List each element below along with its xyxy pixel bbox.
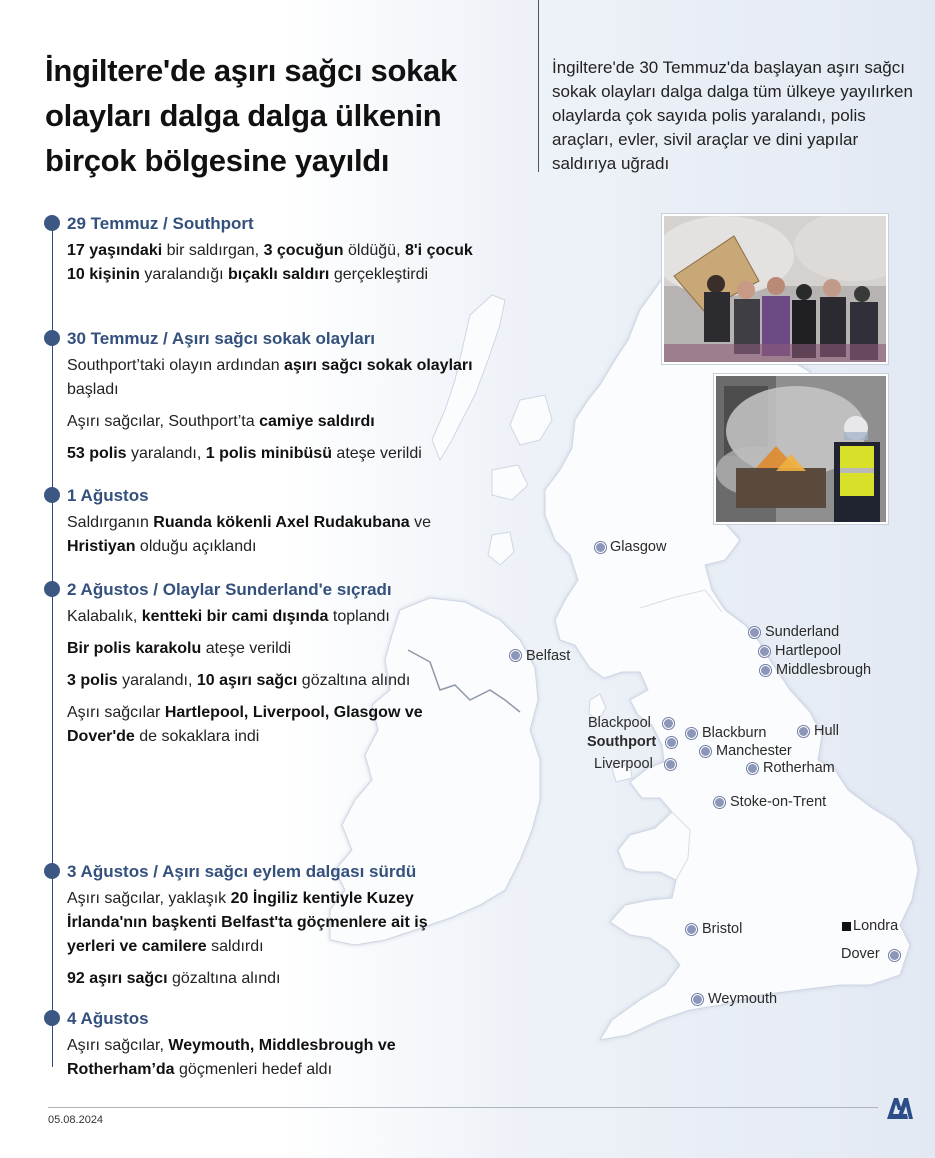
timeline-heading: 3 Ağustos / Aşırı sağcı eylem dalgası sürdü: [67, 862, 417, 881]
body-text: yaralandığı: [139, 266, 228, 283]
city-marker-icon: [692, 994, 703, 1005]
city-label-belfast: Belfast: [526, 648, 571, 664]
body-text: toplandı: [328, 608, 390, 625]
city-marker-icon: [749, 627, 760, 638]
skye-landmass: [510, 395, 552, 445]
emphasis-text: 53 polis: [67, 445, 127, 462]
city-label-middlesbrough: Middlesbrough: [776, 662, 872, 678]
city-label-glasgow: Glasgow: [610, 539, 667, 555]
emphasis-text: 3 çocuğun: [263, 242, 344, 259]
body-text: saldırdı: [206, 938, 264, 955]
city-marker-icon: [666, 737, 677, 748]
body-text: ve: [409, 514, 431, 531]
city-marker-icon: [595, 542, 606, 553]
emphasis-text: Weymouth, Middlesbrough ve Rotherham’da: [67, 1037, 396, 1078]
emphasis-text: 10 aşırı sağcı: [196, 672, 298, 689]
city-label-londra: Londra: [853, 918, 899, 934]
timeline-entry: [44, 578, 474, 749]
body-text: Aşırı sağcılar, yaklaşık: [67, 890, 231, 907]
emphasis-text: 1 polis minibüsü: [205, 445, 332, 462]
emphasis-text: 20 İngiliz kentiyle Kuzey İrlanda'nın başkenti Belfast'ta göçmenlere ait iş yerleri ve camilere: [67, 890, 428, 955]
timeline-entry: [44, 860, 474, 991]
city-label-bristol: Bristol: [702, 921, 743, 937]
emphasis-text: 92 aşırı sağcı: [67, 970, 168, 987]
body-text: olduğu açıklandı: [135, 538, 257, 555]
timeline-heading: 4 Ağustos: [67, 1009, 149, 1028]
city-marker-icon: [663, 718, 674, 729]
intro-text: İngiltere'de 30 Temmuz'da başlayan aşırı sağcı sokak olayları dalga dalga tüm ülkeye yayılırken olaylarda çok sayıda polis yaralandı, polis araçları, evler, sivil araçlar ve dini yapılar saldırıya uğradı: [552, 58, 913, 173]
body-text: öldüğü,: [343, 242, 405, 259]
emphasis-text: 3 polis: [67, 672, 118, 689]
city-label-stoke: Stoke-on-Trent: [730, 794, 827, 810]
timeline-dot-icon: [44, 863, 60, 879]
body-text: bir saldırgan,: [162, 242, 264, 259]
timeline-paragraph: [67, 967, 474, 991]
timeline-paragraph: [67, 410, 474, 434]
timeline-dot-icon: [44, 487, 60, 503]
emphasis-text: Bir polis karakolu: [67, 640, 202, 657]
city-marker-icon: [686, 728, 697, 739]
body-text: göçmenleri hedef aldı: [174, 1061, 333, 1078]
timeline-heading: 30 Temmuz / Aşırı sağcı sokak olayları: [67, 329, 376, 348]
city-label-southport: Southport: [587, 734, 657, 750]
city-marker-icon: [889, 950, 900, 961]
body-text: gözaltına alındı: [167, 970, 281, 987]
body-text: Kalabalık,: [67, 608, 142, 625]
timeline-dot-icon: [44, 581, 60, 597]
body-text: Southport’taki olayın ardından: [67, 357, 285, 374]
body-text: Aşırı sağcılar,: [67, 1037, 169, 1054]
timeline-paragraph: [67, 354, 474, 402]
body-text: gerçekleştirdi: [329, 266, 429, 283]
timeline-heading: 2 Ağustos / Olaylar Sunderland'e sıçradı: [67, 580, 392, 599]
city-label-weymouth: Weymouth: [708, 991, 778, 1007]
timeline-paragraph: [67, 701, 474, 749]
timeline-paragraph: [67, 887, 474, 959]
timeline-dot-icon: [44, 330, 60, 346]
city-marker-icon: [759, 646, 770, 657]
body-text: başladı: [67, 381, 119, 398]
publish-date: 05.08.2024: [48, 1114, 104, 1126]
emphasis-text: camiye saldırdı: [259, 413, 375, 430]
city-marker-icon: [760, 665, 771, 676]
footer-line: [48, 1107, 878, 1108]
city-marker-icon: [798, 726, 809, 737]
timeline-entry: [44, 484, 474, 559]
riot-photo-1: [662, 214, 888, 364]
city-label-hartlepool: Hartlepool: [775, 643, 842, 659]
body-text: Aşırı sağcılar: [67, 704, 165, 721]
timeline-paragraph: [67, 669, 474, 693]
timeline-paragraph: [67, 442, 474, 466]
mull-landmass: [492, 465, 528, 500]
timeline-paragraph: [67, 637, 474, 661]
city-marker-icon: [747, 763, 758, 774]
timeline-dot-icon: [44, 215, 60, 231]
body-text: yaralandı,: [117, 672, 197, 689]
city-marker-icon: [686, 924, 697, 935]
body-text: Aşırı sağcılar, Southport’ta: [67, 413, 260, 430]
emphasis-text: aşırı sağcı sokak olayları: [284, 357, 473, 374]
timeline-paragraph: [67, 605, 474, 629]
capital-marker-icon: [842, 922, 851, 931]
page-title: İngiltere'de aşırı sağcı sokak olayları dalga dalga ülkenin birçok bölgesine yayıldı: [45, 53, 457, 178]
city-label-dover: Dover: [841, 946, 880, 962]
islay-landmass: [488, 532, 514, 565]
city-marker-icon: [714, 797, 725, 808]
city-label-sunderland: Sunderland: [765, 624, 840, 640]
emphasis-text: Ruanda kökenli Axel Rudakubana: [153, 514, 410, 531]
city-label-liverpool: Liverpool: [594, 756, 653, 772]
city-label-rotherham: Rotherham: [763, 760, 835, 776]
city-marker-icon: [665, 759, 676, 770]
city-label-blackpool: Blackpool: [588, 715, 651, 731]
city-label-blackburn: Blackburn: [702, 725, 767, 741]
timeline-paragraph: [67, 1034, 474, 1082]
timeline-heading: 1 Ağustos: [67, 486, 149, 505]
timeline-entry: [44, 1007, 474, 1082]
timeline-paragraph: [67, 511, 474, 559]
aa-logo-icon: [884, 1092, 914, 1122]
riot-photo-2: [714, 374, 888, 524]
header-divider: [538, 0, 539, 172]
body-text: ateşe verildi: [331, 445, 422, 462]
city-marker-icon: [510, 650, 521, 661]
city-label-manchester: Manchester: [716, 743, 792, 759]
body-text: gözaltına alındı: [297, 672, 411, 689]
emphasis-text: bıçaklı saldırı: [227, 266, 330, 283]
body-text: de sokaklara indi: [134, 728, 260, 745]
body-text: Saldırganın: [67, 514, 154, 531]
body-text: yaralandı,: [126, 445, 206, 462]
emphasis-text: Hartlepool, Liverpool, Glasgow ve Dover'de: [67, 704, 423, 745]
timeline-dot-icon: [44, 1010, 60, 1026]
city-label-hull: Hull: [814, 723, 839, 739]
timeline-entry: [44, 212, 474, 287]
emphasis-text: 8'i çocuk 10 kişinin: [67, 242, 473, 283]
timeline-paragraph: [67, 239, 474, 287]
city-marker-icon: [700, 746, 711, 757]
emphasis-text: Hristiyan: [67, 538, 136, 555]
timeline-entry: [44, 327, 474, 466]
timeline-heading: 29 Temmuz / Southport: [67, 214, 254, 233]
emphasis-text: kentteki bir cami dışında: [141, 608, 329, 625]
body-text: ateşe verildi: [201, 640, 292, 657]
emphasis-text: 17 yaşındaki: [67, 242, 163, 259]
